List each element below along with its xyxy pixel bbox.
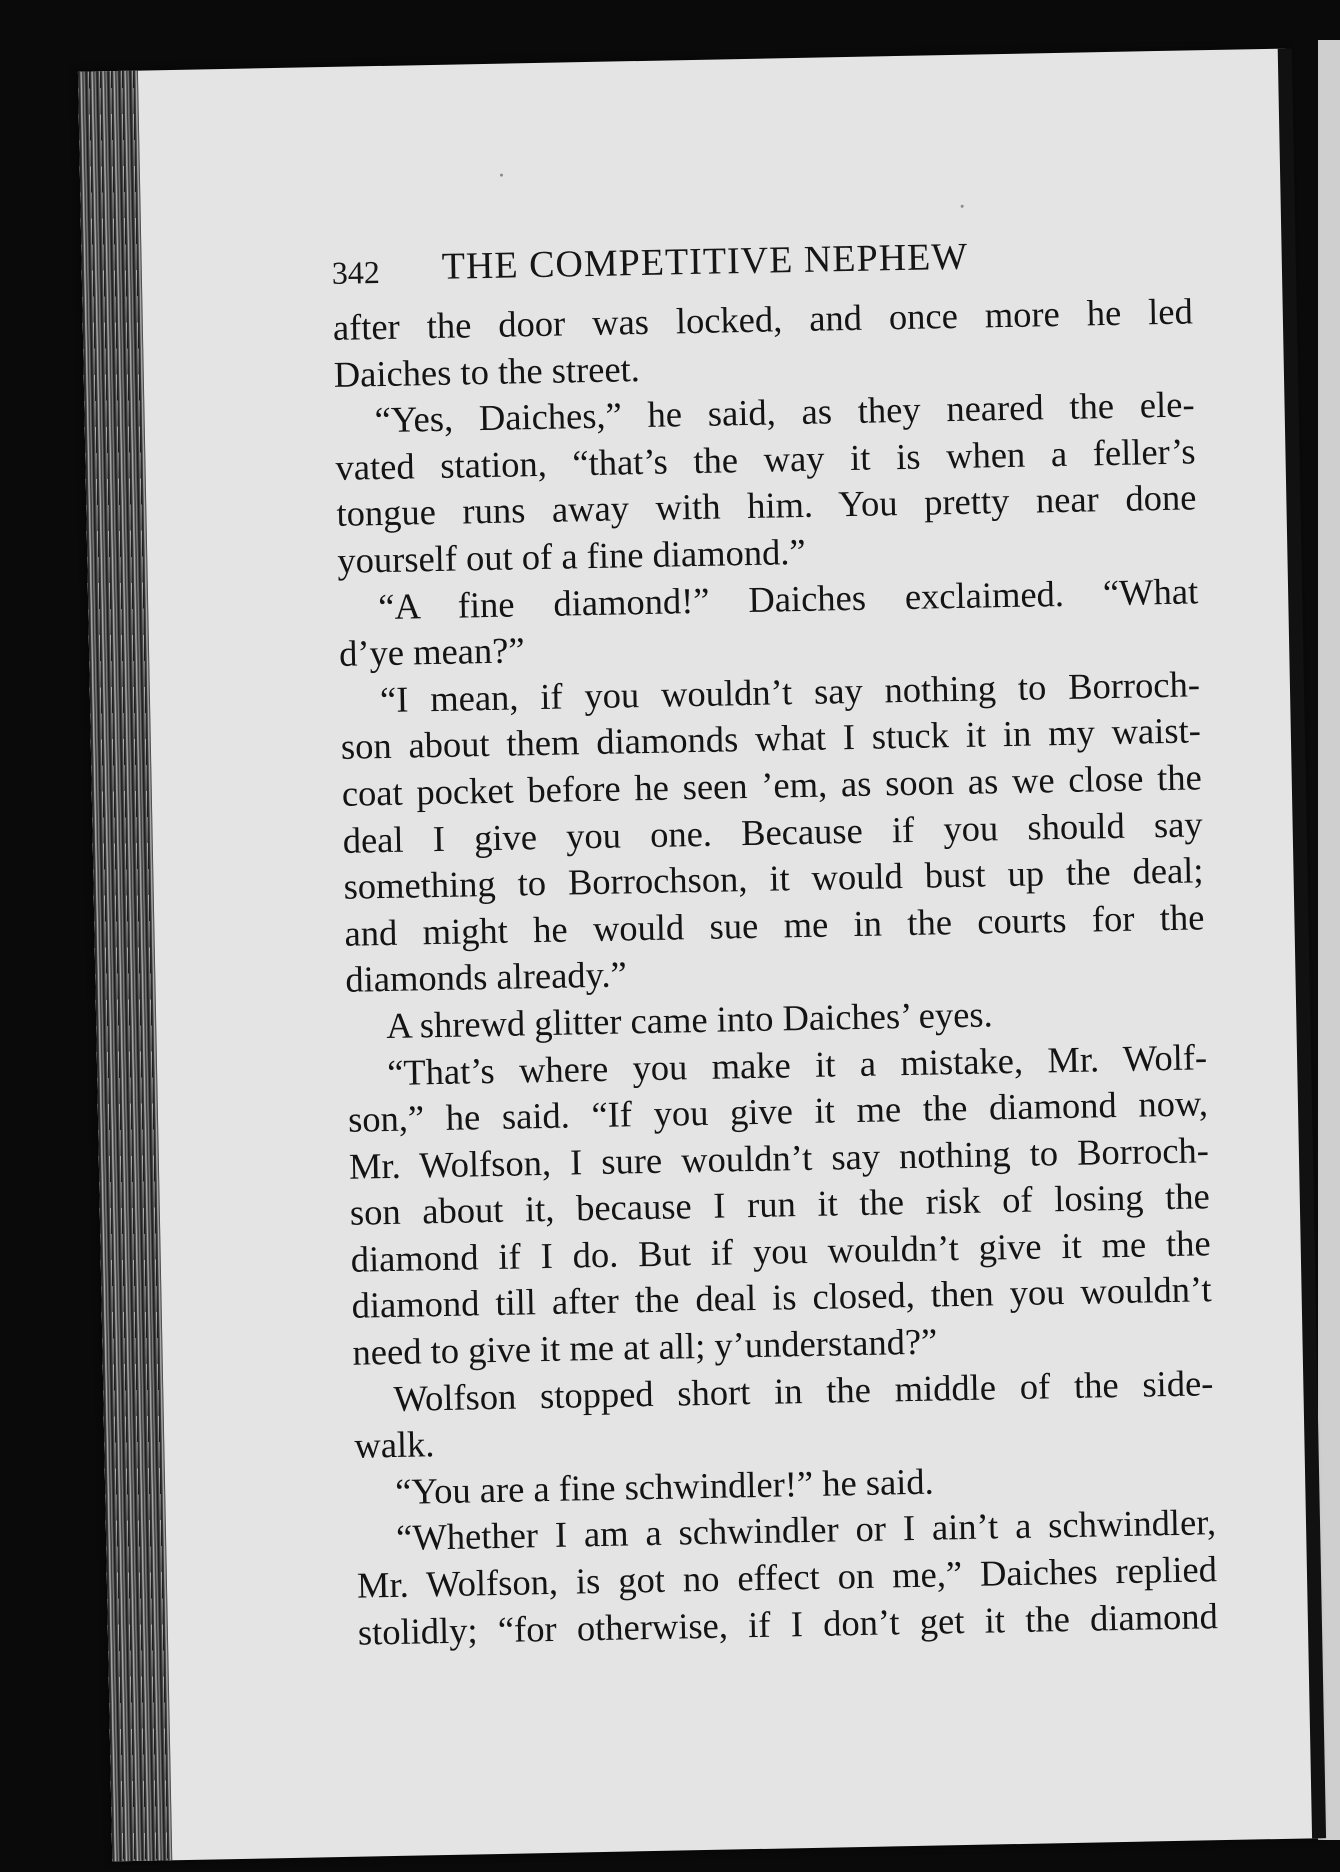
text-line: yourself out of a fine diamond.” (336, 530, 806, 581)
text-line: “Whether I am a schwindler or I ain’t a schwindler, (395, 1501, 1217, 1559)
text-line: “Yes, Daiches,” he said, as they neared the ele- (374, 383, 1195, 441)
text-line: Wolfson stopped short in the middle of the side- (393, 1361, 1214, 1419)
text-line: son about it, because I run it the risk of losing the (349, 1175, 1211, 1234)
text-line: d’ye mean?” (338, 629, 525, 675)
text-line: son about them diamonds what I stuck it in my waist- (340, 709, 1202, 768)
text-line: Daiches to the street. (333, 347, 641, 395)
text-line: and might he would sue me in the courts for the (344, 896, 1205, 954)
text-line: walk. (353, 1423, 435, 1466)
scan-speck (961, 205, 964, 208)
text-line: stolidly; “for otherwise, if I don’t get it the diamond (357, 1594, 1219, 1653)
text-line: vated station, “that’s the way it is when a feller’s (335, 430, 1196, 488)
text-line: diamond till after the deal is closed, then you wouldn’t (351, 1268, 1212, 1327)
text-line: “That’s where you make it a mistake, Mr. Wolf- (386, 1035, 1208, 1093)
text-line: diamonds already.” (345, 953, 628, 1001)
text-line: after the door was locked, and once more he led (332, 290, 1194, 348)
text-line: tongue runs away with him. You pretty near done (336, 476, 1197, 535)
text-line: “I mean, if you wouldn’t say nothing to Borroch- (379, 663, 1201, 720)
page-number: 342 (331, 254, 381, 291)
running-head-title: THE COMPETITIVE NEPHEW (441, 235, 969, 288)
scan-speck (500, 174, 503, 177)
text-line: “A fine diamond!” Daiches exclaimed. “What (377, 569, 1199, 627)
text-line: something to Borrochson, it would bust up the deal; (343, 849, 1204, 907)
text-line: “You are a fine schwindler!” he said. (394, 1460, 935, 1512)
text-line: deal I give you one. Because if you should say (342, 802, 1203, 861)
text-line: Mr. Wolfson, I sure wouldn’t say nothing to Borroch- (348, 1128, 1210, 1187)
text-line: coat pocket before he seen ’em, as soon as we close the (341, 756, 1203, 814)
text-line: Mr. Wolfson, is got no effect on me,” Daiches replied (356, 1548, 1218, 1606)
text-line: need to give it me at all; y’understand?” (352, 1320, 938, 1373)
text-line: diamond if I do. But if you wouldn’t give it me the (350, 1222, 1212, 1280)
facing-page-edge (1318, 40, 1340, 1840)
text-line: A shrewd glitter came into Daiches’ eyes. (385, 993, 994, 1046)
book-binding-edge (78, 71, 172, 1862)
text-line: son,” he said. “If you give it me the diamond now, (347, 1082, 1209, 1140)
book-page (78, 49, 1320, 1862)
body-text (332, 288, 1218, 1655)
